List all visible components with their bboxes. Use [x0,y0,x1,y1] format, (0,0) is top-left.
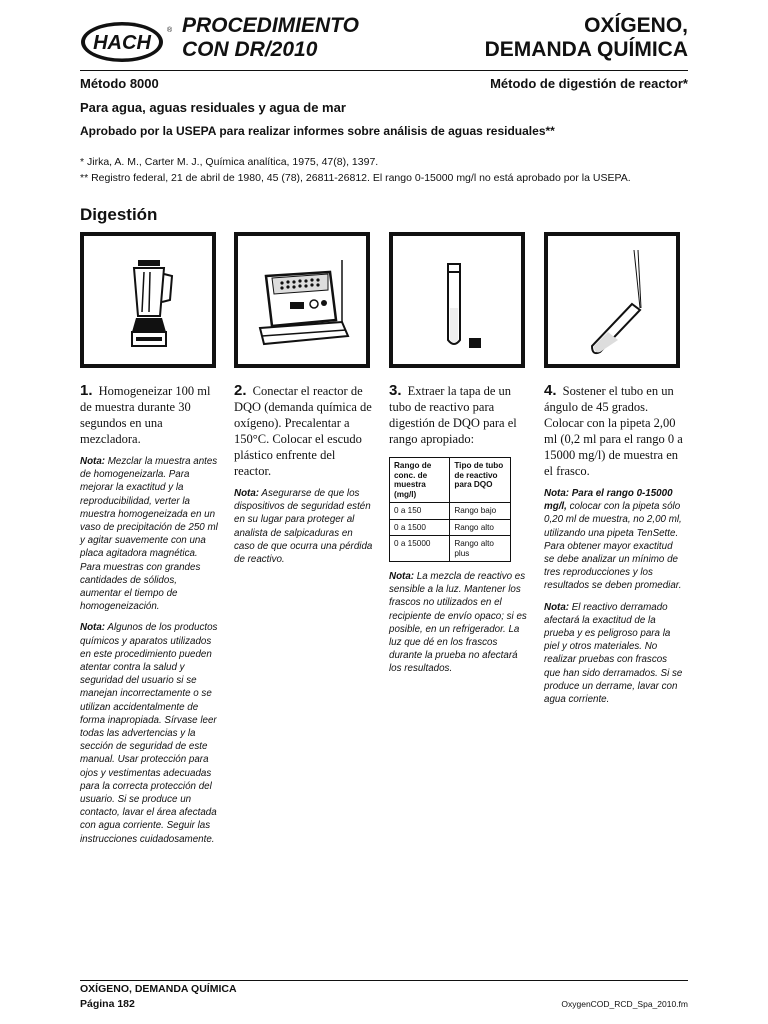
reactor-icon [238,236,366,364]
table-row: 0 a 1500 Rango alto [390,519,511,536]
step-2-number: 2. [234,382,247,399]
procedure-title [182,14,359,62]
step-3-note-1: Nota: La mezcla de reactivo es sensible a la luz. Mantener los frascos no utilizados en el recipiente de envío opaco; si es posible, en un refrigerador. La luz que dé en los frascos durante la prueba no afectará los resultados. [389,571,527,675]
table-row: 0 a 15000 Rango alto plus [390,536,511,562]
step-4 [544,383,684,706]
topic-title [485,14,688,62]
table-header-range: Rango de conc. de muestra (mg/l) [390,458,450,503]
blender-icon [84,236,212,364]
topic-line-2: DEMANDA QUÍMICA [484,38,688,61]
footer-filename: OxygenCOD_RCD_Spa_2010.fm [561,999,688,1009]
step-3-number: 3. [389,382,402,399]
figure-vial [389,232,525,368]
figure-blender [80,232,216,368]
vial-icon [393,236,521,364]
step-1-note-1: Nota: Mezclar la muestra antes de homogeneizarla. Para mejorar la exactitud y la reproducibilidad, verter la muestra homogeneizada en un vaso de precipitación de 250 ml y agitar suavemente con una placa agitadora magnética. Para muestras con grandes cantidades de sólidos, aumentar el tiempo de homogeneización. [80,456,218,613]
step-2 [234,383,374,566]
method-number: Método 8000 [80,76,159,91]
figure-reactor [234,232,370,368]
footer-divider [80,980,688,981]
step-2-note-1: Nota: Asegurarse de que los dispositivos de seguridad estén en su lugar para proteger al analista de salpicaduras en caso de que ocurra una pérdida de reactivo. [234,488,373,566]
step-1 [80,383,220,846]
reference-2: ** Registro federal, 21 de abril de 1980, 45 (78), 26811-26812. El rango 0-15000 mg/l no está aprobado por la USEPA. [80,172,631,184]
header-divider [80,70,688,71]
step-1-instruction: 1. Homogeneizar 100 ml de muestra durante 30 segundos en una mezcladora. [80,382,211,446]
topic-line-1: OXÍGENO, [584,14,688,37]
vial-cap-icon [469,338,481,348]
step-4-number: 4. [544,382,557,399]
footer-title: OXÍGENO, DEMANDA QUÍMICA [80,983,237,995]
hach-logo [80,20,172,64]
step-1-number: 1. [80,382,93,399]
page-number: Página 182 [80,998,135,1010]
procedure-line-1: PROCEDIMIENTO [182,14,359,37]
step-4-instruction: 4. Sostener el tubo en un ángulo de 45 grados. Colocar con la pipeta 2,00 ml (0,2 ml para el rango 0 a 15000 mg/l) de muestra en el frasco. [544,382,683,478]
step-4-note-2: Nota: El reactivo derramado afectará la exactitud de la prueba y es peligroso para la piel y otros materiales. No realizar pruebas con frascos que han sido derramados. Si se produce un derrame, lavar con agua corriente. [544,601,683,706]
logo-text: HACH [93,32,151,54]
digestion-method: Método de digestión de reactor* [490,76,688,91]
usepa-approval: Aprobado por la USEPA para realizar informes sobre análisis de aguas residuales** [80,124,555,138]
table-row: 0 a 150 Rango bajo [390,503,511,520]
procedure-line-2: CON DR/2010 [182,38,318,61]
step-3 [389,383,529,676]
reagent-range-table [389,457,511,562]
step-3-instruction: 3. Extraer la tapa de un tubo de reactivo para digestión de DQO para el rango apropiado: [389,382,517,446]
step-2-instruction: 2. Conectar el reactor de DQO (demanda química de oxígeno). Precalentar a 150°C. Colocar el escudo plástico enfrente del reactor. [234,382,372,478]
section-title: Digestión [80,205,158,224]
step-1-note-2: Nota: Algunos de los productos químicos y aparatos utilizados en este procedimiento pueden atentar contra la salud y seguridad del usuario si se manejan incorrectamente o se utilizan accidentalmente de forma inapropiada. Sírvase leer todas las advertencias y la sección de seguridad de este manual. Usar protección para ojos y vestimentas adecuadas para la correcta protección del usuario. Si se produce un contacto, lavar el área afectada con agua corriente. Seguir las instrucciones cuidadosamente. [80,622,218,845]
registered-mark: ® [167,27,172,34]
reference-1: * Jirka, A. M., Carter M. J., Química analítica, 1975, 47(8), 1397. [80,156,379,168]
step-4-note-1: Nota: Para el rango 0-15000 mg/l, colocar con la pipeta sólo 0,20 ml de muestra, no 2,00 ml, utilizando una pipeta TenSette. Para obtener mayor exactitud se debe analizar un mínimo de tres reproducciones y los resultados se deben promediar. [544,488,682,592]
figure-pipette [544,232,680,368]
application-subtitle: Para agua, aguas residuales y agua de mar [80,100,346,115]
table-header-vial-type: Tipo de tubo de reactivo para DQO [450,458,511,503]
table-header-row [390,458,511,503]
pipette-tube-icon [548,236,676,364]
